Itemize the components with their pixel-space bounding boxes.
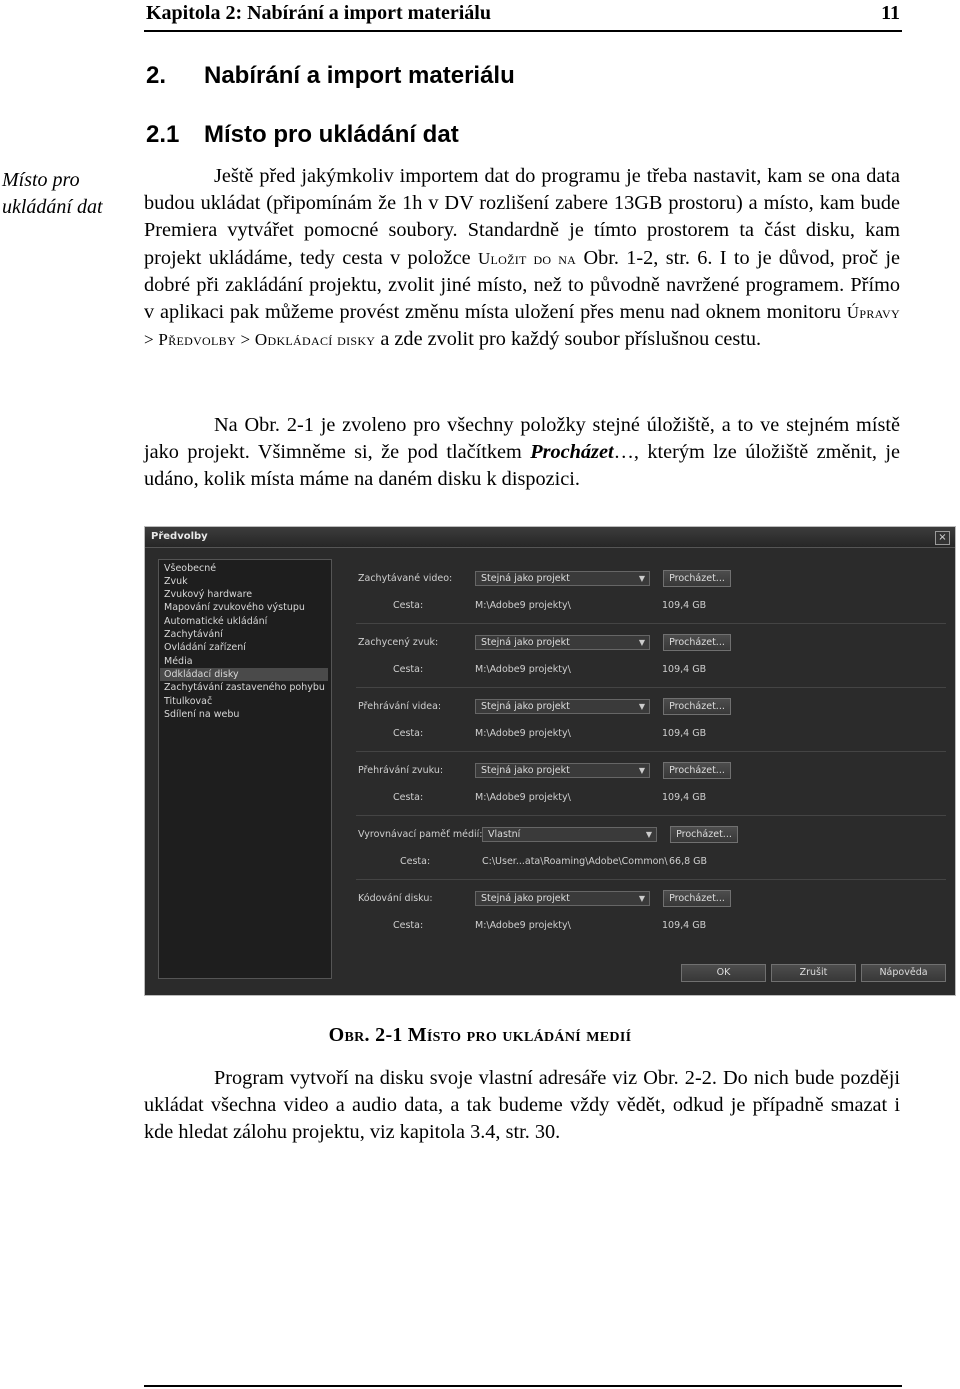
path-value: M:\Adobe9 projekty\	[475, 600, 571, 611]
running-header-title: Kapitola 2: Nabírání a import materiálu	[146, 2, 491, 24]
select-value: Stejná jako projekt	[481, 893, 570, 904]
path-value: M:\Adobe9 projekty\	[475, 664, 571, 675]
audio-preview-label: Přehrávání zvuku:	[358, 765, 444, 776]
category-item[interactable]: Všeobecné	[164, 563, 217, 574]
paragraph-3	[144, 1065, 900, 1147]
category-list	[158, 559, 332, 979]
category-item[interactable]: Média	[164, 656, 193, 667]
category-item[interactable]: Zachytávání zastaveného pohybu	[164, 682, 325, 693]
category-item[interactable]: Zvukový hardware	[164, 589, 253, 600]
cancel-button[interactable]: Zrušit	[771, 964, 856, 982]
browse-button[interactable]: Procházet...	[663, 762, 731, 779]
section-title: Místo pro ukládání dat	[204, 121, 459, 148]
figure-caption-prefix: Obr. 2-1	[328, 1024, 403, 1046]
chevron-down-icon: ▼	[638, 702, 645, 711]
browse-button[interactable]: Procházet...	[663, 890, 731, 907]
chevron-down-icon: ▼	[645, 830, 652, 839]
select-value: Vlastní	[488, 829, 521, 840]
menu-path-scratch-disks: Úpravy > Předvolby > Odkládací disky	[144, 303, 900, 350]
captured-video-select[interactable]	[475, 571, 650, 586]
paragraph-1-text-c: a zde zvolit pro každý soubor příslušnou cestu.	[375, 328, 762, 351]
free-space: 109,4 GB	[662, 792, 707, 803]
browse-button[interactable]: Procházet...	[663, 570, 731, 587]
dialog-titlebar	[145, 527, 955, 548]
path-label: Cesta:	[400, 856, 431, 867]
path-value: M:\Adobe9 projekty\	[475, 920, 571, 931]
figure-caption-text: Místo pro ukládání medií	[407, 1024, 632, 1046]
category-item[interactable]: Titulkovač	[164, 696, 213, 707]
chapter-heading	[146, 62, 515, 90]
menu-path-save: Uložit do na	[477, 248, 577, 268]
section-number: 2.1	[146, 121, 180, 148]
captured-video-label: Zachytávané video:	[358, 573, 453, 584]
footer-rule	[144, 1385, 902, 1387]
browse-button[interactable]: Procházet...	[663, 634, 731, 651]
media-cache-label: Vyrovnávací paměť médií:	[358, 829, 483, 840]
dialog-title: Předvolby	[151, 531, 208, 542]
divider	[356, 879, 946, 880]
captured-audio-label: Zachycený zvuk:	[358, 637, 439, 648]
divider	[356, 751, 946, 752]
chevron-down-icon: ▼	[638, 766, 645, 775]
select-value: Stejná jako projekt	[481, 701, 570, 712]
disk-encoding-label: Kódování disku:	[358, 893, 433, 904]
path-label: Cesta:	[393, 728, 424, 739]
close-icon[interactable]: ×	[935, 531, 950, 545]
category-item[interactable]: Zvuk	[164, 576, 188, 587]
disk-encoding-select[interactable]	[475, 891, 650, 906]
paragraph-2-text-b: …, kterým lze úložiště změnit, je udáno, kolik místa máme na daném disku k dispozici.	[144, 441, 900, 491]
free-space: 109,4 GB	[662, 664, 707, 675]
video-preview-select[interactable]	[475, 699, 650, 714]
divider	[356, 815, 946, 816]
chapter-title: Nabírání a import materiálu	[204, 62, 515, 89]
paragraph-3-text: Program vytvoří na disku svoje vlastní adresáře viz Obr. 2-2. Do nich bude později ukládat všechna video a audio data, a tak budeme vždy vědět, odkud je případně smazat i kde hledat zálohu projektu, viz kapitola 3.4, str. 30.	[144, 1067, 900, 1144]
select-value: Stejná jako projekt	[481, 765, 570, 776]
category-item[interactable]: Automatické ukládání	[164, 616, 268, 627]
chevron-down-icon: ▼	[638, 638, 645, 647]
path-label: Cesta:	[393, 792, 424, 803]
free-space: 109,4 GB	[662, 920, 707, 931]
divider	[356, 623, 946, 624]
paragraph-1-text-a: Ještě před jakýmkoliv importem dat do programu je třeba nastavit, kam se ona data budou ukládat (připomínám že 1h v DV rozlišení zabere 13GB prostoru) a místo, kam bude Premiera vytvářet pomocné soubory. Standardně je tímto prostorem ta část disku, kam projekt ukládáme, tedy cesta v položce	[144, 165, 900, 269]
path-label: Cesta:	[393, 920, 424, 931]
audio-preview-select[interactable]	[475, 763, 650, 778]
ok-button[interactable]: OK	[681, 964, 766, 982]
browse-button[interactable]: Procházet...	[670, 826, 738, 843]
help-button[interactable]: Nápověda	[861, 964, 946, 982]
paragraph-2-text-a: Na Obr. 2-1 je zvoleno pro všechny položky stejné úložiště, a to ve stejném místě jako projekt. Všimněme si, že pod tlačítkem	[144, 414, 900, 464]
paragraph-1	[144, 163, 900, 353]
category-item[interactable]: Ovládání zařízení	[164, 642, 246, 653]
section-heading	[146, 121, 459, 149]
chevron-down-icon: ▼	[638, 894, 645, 903]
select-value: Stejná jako projekt	[481, 573, 570, 584]
divider	[356, 687, 946, 688]
free-space: 109,4 GB	[662, 728, 707, 739]
category-item[interactable]: Zachytávání	[164, 629, 223, 640]
chevron-down-icon: ▼	[638, 574, 645, 583]
chapter-number: 2.	[146, 62, 167, 89]
free-space: 66,8 GB	[669, 856, 708, 867]
select-value: Stejná jako projekt	[481, 637, 570, 648]
page-number: 11	[881, 2, 900, 24]
paragraph-1-text-b: Obr. 1-2, str. 6. I to je důvod, proč je dobré při zakládání projektu, zvolit jiné místo, než to původně navržené programem. Přímo v aplikaci pak můžeme provést změnu místa uložení přes menu nad oknem monitoru	[144, 246, 900, 324]
path-label: Cesta:	[393, 600, 424, 611]
video-preview-label: Přehrávání videa:	[358, 701, 442, 712]
category-item[interactable]: Sdílení na webu	[164, 709, 240, 720]
path-value: M:\Adobe9 projekty\	[475, 728, 571, 739]
media-cache-select[interactable]	[482, 827, 657, 842]
category-item[interactable]: Mapování zvukového výstupu	[164, 602, 305, 613]
figure-caption	[0, 1024, 960, 1047]
path-value: M:\Adobe9 projekty\	[475, 792, 571, 803]
margin-note: Místo pro ukládání dat	[2, 169, 103, 218]
path-value: C:\User...ata\Roaming\Adobe\Common\	[482, 856, 668, 867]
captured-audio-select[interactable]	[475, 635, 650, 650]
running-header	[144, 0, 902, 32]
free-space: 109,4 GB	[662, 600, 707, 611]
category-item-selected[interactable]: Odkládací disky	[160, 668, 328, 681]
paragraph-2	[144, 412, 900, 494]
path-label: Cesta:	[393, 664, 424, 675]
browse-term: Procházet	[530, 441, 614, 464]
preferences-dialog	[144, 526, 956, 996]
browse-button[interactable]: Procházet...	[663, 698, 731, 715]
